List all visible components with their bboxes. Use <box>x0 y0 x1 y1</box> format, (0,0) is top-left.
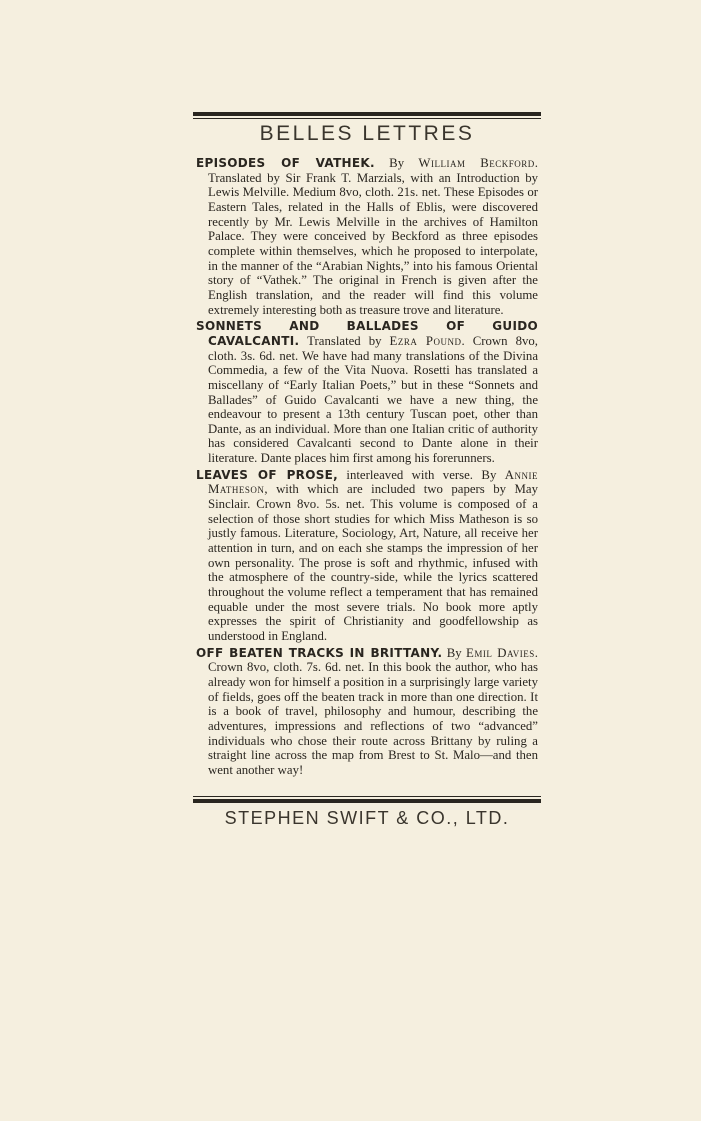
entry-by: By <box>442 645 467 660</box>
entry-off-beaten-tracks <box>196 646 538 778</box>
footer-rule-thick <box>193 799 541 803</box>
entry-title: LEAVES OF PROSE, <box>196 467 339 482</box>
entry-author: Annie Matheson <box>208 467 538 497</box>
entry-description: . Crown 8vo, cloth. 7s. 6d. net. In this book the author, who has already won for himself a position in a surprisingly large variety of fields, goes off the beaten track in more than one direction. It is a book of travel, philosophy and humour, describing the adventures, impressions and reflections of two “advanced” individuals who chose their route across Brittany by ruling a straight line across the map from Brest to St. Malo—and then went another way! <box>208 645 538 777</box>
entry-title: OFF BEATEN TRACKS IN BRITTANY. <box>196 645 443 660</box>
entry-by: Translated by <box>307 333 390 348</box>
header-rule-thick <box>193 112 541 116</box>
entry-author: Ezra Pound <box>389 333 462 348</box>
publisher-name: STEPHEN SWIFT & CO., LTD. <box>224 808 510 828</box>
section-title: BELLES LETTRES <box>259 122 475 145</box>
header-rule-thin <box>193 118 541 119</box>
entry-title: EPISODES OF VATHEK. <box>196 156 375 170</box>
footer-rule-thin <box>193 796 541 797</box>
entry-by: By <box>389 156 419 170</box>
entry-author: William Beckford <box>418 156 535 170</box>
entry-description: . Translated by Sir Frank T. Marzials, with an Introduction by Lewis Melville. Medium 8vo, cloth. 21s. net. These Episodes or Eastern Tales, related in the Halls of Eblis, were discovered recently by Mr. Lewis Melville in the archives of Hamilton Palace. They were conceived by Beckford as three episodes complete within themselves, which he proposed to interpolate, in the manner of the “Arabian Nights,” into his famous Oriental story of “Vathek.” The original in French is given after the English translation, and the reader will find this volume extremely interesting both as treasure trove and literature. <box>208 156 538 317</box>
entry-author: Emil Davies <box>466 645 535 660</box>
entry-title: SONNETS AND BALLADES OF GUIDO CAVALCANTI. <box>196 319 538 348</box>
entry-by: interleaved with verse. By <box>338 467 505 482</box>
entry-leaves-of-prose <box>196 468 538 644</box>
entry-sonnets-and-ballades <box>196 319 538 466</box>
entry-episodes-of-vathek <box>196 156 538 317</box>
entries-list <box>196 156 538 780</box>
entry-description: , with which are included two papers by May Sinclair. Crown 8vo. 5s. net. This volume is composed of a selection of those short studies for which Miss Matheson is so justly famous. Literature, Sociology, Art, Nature, all receive her attention in turn, and on each she stamps the impression of her own personality. The prose is soft and rhythmic, infused with the atmosphere of the country-side, while the lyrics scattered throughout the volume reflect a temperament that has remained equable under the most severe trials. No book more aptly expresses the spirit of Christianity and goodfellowship as understood in England. <box>208 482 538 643</box>
entry-description: . Crown 8vo, cloth. 3s. 6d. net. We have had many translations of the Divina Commedia, a few of the Vita Nuova. Rosetti has translated a miscellany of “Early Italian Poets,” but in these “Sonnets and Ballades” of Guido Cavalcanti we have a new thing, the endeavour to present a 13th century Tuscan poet, other than Dante, as an individual. More than one Italian critic of authority has considered Cavalcanti second to Dante alone in their literature. Dante places him first among his forerunners. <box>208 333 538 466</box>
